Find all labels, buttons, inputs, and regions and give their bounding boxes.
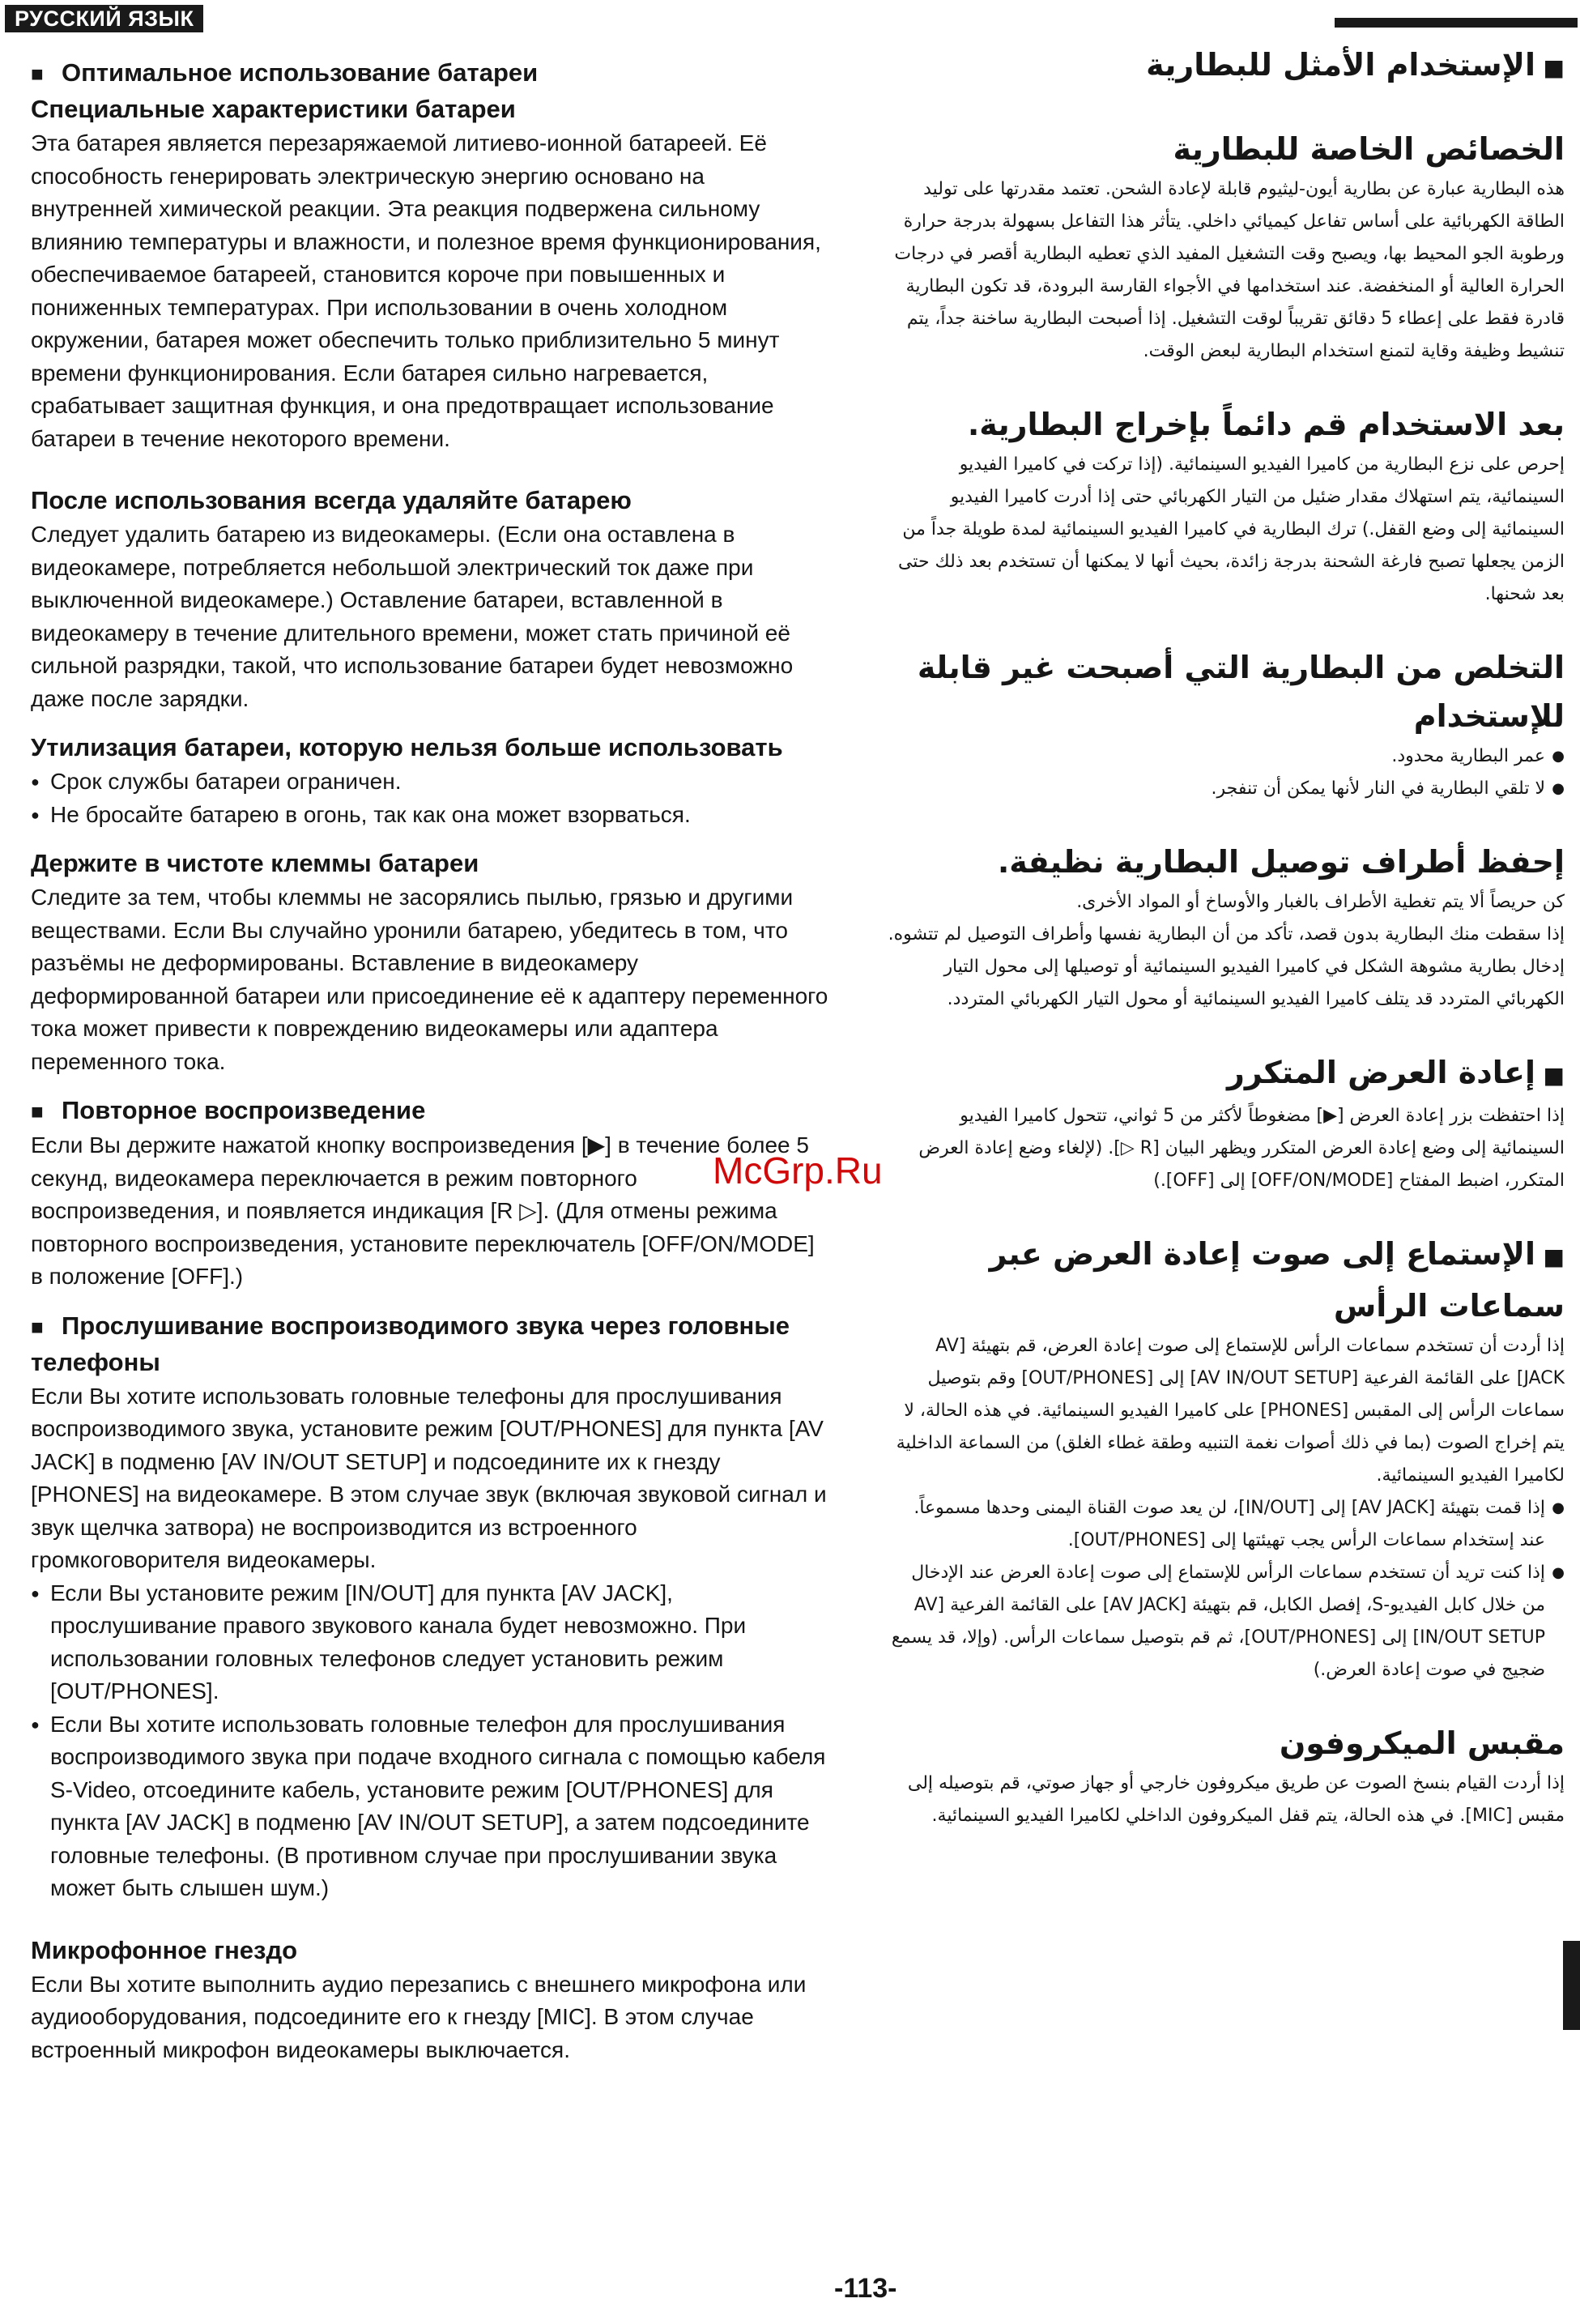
ru-disposal-heading: Утилизация батареи, которую нельзя больше использовать	[31, 733, 783, 761]
ar-section-title: ■ الإستخدام الأمثل للبطارية	[884, 41, 1565, 92]
ar-remove-body: إحرص على نزع البطارية من كاميرا الفيديو السينمائية. (إذا تركت في كاميرا الفيديو السينمائية، يتم استهلاك مقدار ضئيل من التيار الكهربائي حتى إذا أدرت كاميرا الفيديو السينمائية إلى وضع القفل.) ترك البطارية في كاميرا الفيديو السينمائية لمدة طويلة جداً من الزمن يجعلها تصبح فارغة الشحنة بدرجة زائدة، بحيث أنها لا يمكنها أن تستخدم بعد ذلك حتى بعد شحنها.	[897, 454, 1565, 604]
ru-characteristics-heading: Специальные характеристики батареи	[31, 95, 516, 123]
ru-disposal-bullet: ● Не бросайте батарею в огонь, так как она может взорваться.	[31, 799, 828, 832]
ru-remove-heading: После использования всегда удаляйте батарею	[31, 486, 632, 514]
ar-repeat-body: إذا احتفظت بزر إعادة العرض [▶] مضغوطاً لأكثر من 5 ثواني، تتحول كاميرا الفيديو السينمائية إلى وضع إعادة العرض المتكرر ويظهر البيان [R ▷]. (لإلغاء وضع إعادة العرض المتكرر، اضبط المفتاح [OFF/ON/MODE] إلى [OFF].)	[918, 1106, 1565, 1191]
ar-mic-heading: مقبس الميكروفون	[1279, 1725, 1565, 1761]
ar-mic-body: إذا أردت القيام بنسخ الصوت عن طريق ميكروفون خارجي أو جهاز صوتي، قم بتوصيله إلى مقبس [MIC]. في هذه الحالة، يتم قفل الميكروفون الداخلي لكاميرا الفيديو السينمائية.	[907, 1773, 1565, 1826]
ru-characteristics-body: Эта батарея является перезаряжаемой литиево-ионной батареей. Её способность генерировать электрическую энергию основано на внутренней химической реакции. Эта реакция подвержена сильному влиянию температуры и влажности, и полезное время функционирования, обеспечиваемое батареей, становится короче при повышенных и пониженных температурах. При использовании в очень холодном окружении, батарея может обеспечить только приблизительно 5 минут времени функционирования. Если батарея сильно нагревается, срабатывает защитная функция, и она предотвращает использование батареи в течение некоторого времени.	[31, 130, 821, 451]
ru-headphones-heading: ■ Прослушивание воспроизводимого звука через головные телефоны	[31, 1308, 828, 1380]
watermark: McGrp.Ru	[713, 1149, 883, 1192]
ar-characteristics-heading: الخصائص الخاصة للبطارية	[1173, 131, 1565, 167]
ru-disposal-bullet: ● Срок службы батареи ограничен.	[31, 765, 828, 799]
ar-disposal-bullet: ● عمر البطارية محدود.	[884, 740, 1565, 773]
ru-terminals-heading: Держите в чистоте клеммы батареи	[31, 849, 479, 877]
ru-terminals-body: Следите за тем, чтобы клеммы не засорялись пылью, грязью и другими веществами. Если Вы случайно уронили батарею, убедитесь в том, что разъёмы не деформированы. Вставление в видеокамеру деформированной батареи или присоединение её к адаптеру переменного тока может привести к повреждению видеокамеры или адаптера переменного тока.	[31, 885, 828, 1074]
top-rule	[1335, 18, 1578, 28]
language-tab: РУССКИЙ ЯЗЫК	[5, 5, 203, 32]
ar-headphones-body: إذا أردت أن تستخدم سماعات الرأس للإستماع إلى صوت إعادة العرض، قم بتهيئة [AV JACK] على القائمة الفرعية [AV IN/OUT SETUP] إلى [OUT/PHONES] وقم بتوصيل سماعات الرأس إلى المقبس [PHONES] على كاميرا الفيديو السينمائية. في هذه الحالة، لا يتم إخراج الصوت (بما في ذلك أصوات نغمة التنبيه وطقة غطاء الغلق) من السماعة الداخلية لكاميرا الفيديو السينمائية.	[896, 1336, 1565, 1486]
ru-headphones-body: Если Вы хотите использовать головные телефоны для прослушивания воспроизводимого звука, установите режим [OUT/PHONES] для пункта [AV JACK] в подменю [AV IN/OUT SETUP] и подсоедините их к гнезду [PHONES] на видеокамере. В этом случае звук (включая звуковой сигнал и звук щелчка затвора) не воспроизводится из встроенного громкоговорителя видеокамеры.	[31, 1383, 827, 1572]
ru-mic-heading: Микрофонное гнездо	[31, 1935, 298, 1964]
ru-section-title: ■ Оптимальное использование батареи	[31, 55, 828, 92]
page-number: -113-	[834, 2273, 897, 2304]
ar-repeat-heading: ■ إعادة العرض المتكرر	[884, 1048, 1565, 1100]
side-tab-marker	[1563, 1941, 1580, 2030]
russian-column	[31, 55, 828, 2066]
ar-terminals-body: إدخال بطارية مشوهة الشكل في كاميرا الفيديو السينمائية أو توصيلها إلى محول التيار الكهربائي المتردد قد يتلف كاميرا الفيديو السينمائية أو محول التيار الكهربائي المتردد.	[943, 957, 1565, 1009]
ar-remove-heading: بعد الاستخدام قم دائماً بإخراج البطارية.	[967, 407, 1565, 442]
ar-terminals-heading: إحفظ أطراف توصيل البطارية نظيفة.	[997, 844, 1565, 880]
ru-repeat-body: Если Вы держите нажатой кнопку воспроизведения [▶] в течение более 5 секунд, видеокамера переключается в режим повторного воспроизведения, и появляется индикация [R ▷]. (Для отмены режима повторного воспроизведения, установите переключатель [OFF/ON/MODE] в положение [OFF].)	[31, 1132, 815, 1289]
ru-headphones-bullet: ● Если Вы хотите использовать головные телефон для прослушивания воспроизводимого звука при подаче входного сигнала с помощью кабеля S-Video, отсоедините кабель, установите режим [OUT/PHONES] для пункта [AV JACK] в подменю [AV IN/OUT SETUP], а затем подсоедините головные телефоны. (В противном случае при прослушивании звука может быть слышен шум.)	[31, 1708, 828, 1905]
ar-terminals-body: إذا سقطت منك البطارية بدون قصد، تأكد من أن البطارية نفسها وأطراف التوصيل لم تتشوه.	[888, 924, 1565, 945]
arabic-column	[884, 41, 1565, 1832]
ru-remove-body: Следует удалить батарею из видеокамеры. (Если она оставлена в видеокамере, потребляется небольшой электрический ток даже при выключенной видеокамере.) Оставление батареи, вставленной в видеокамеру в течение длительного времени, может стать причиной её сильной разрядки, такой, что использование батареи будет невозможно даже после зарядки.	[31, 522, 794, 711]
ru-repeat-heading: ■ Повторное воспроизведение	[31, 1093, 828, 1129]
ru-headphones-bullet: ● Если Вы установите режим [IN/OUT] для пункта [AV JACK], прослушивание правого звукового канала будет невозможно. При использовании головных телефонов следует установить режим [OUT/PHONES].	[31, 1577, 828, 1708]
ar-headphones-heading: ■ الإستماع إلى صوت إعادة العرض عبر سماعات الرأس	[884, 1230, 1565, 1330]
ar-headphones-bullet: ● إذا قمت بتهيئة [AV JACK] إلى [IN/OUT]، لن يعد صوت القناة اليمنى وحدها مسموعاً. عند إستخدام سماعات الرأس يجب تهيئتها إلى [OUT/PHONES].	[884, 1492, 1565, 1557]
ru-mic-body: Если Вы хотите выполнить аудио перезапись с внешнего микрофона или аудиооборудования, подсоедините его к гнезду [MIC]. В этом случае встроенный микрофон видеокамеры выключается.	[31, 1971, 807, 2062]
ar-disposal-heading: التخلص من البطارية التي أصبحت غير قابلة للإستخدام	[917, 650, 1565, 734]
ar-headphones-bullet: ● إذا كنت تريد أن تستخدم سماعات الرأس للإستماع إلى صوت إعادة العرض عند الإدخال من خلال كابل الفيديو-S، إفصل الكابل، قم بتهيئة [AV JACK] على القائمة الفرعية [AV IN/OUT SETUP] إلى [OUT/PHONES]، ثم قم بتوصيل سماعات الرأس. (وإلا، قد يسمع ضجيج في صوت إعادة العرض.)	[884, 1557, 1565, 1686]
ar-terminals-body: كن حريصاً ألا يتم تغطية الأطراف بالغبار والأوساخ أو المواد الأخرى.	[1076, 892, 1565, 912]
ar-disposal-bullet: ● لا تلقي البطارية في النار لأنها يمكن أن تنفجر.	[884, 773, 1565, 805]
ar-characteristics-body: هذه البطارية عبارة عن بطارية أيون-ليثيوم قابلة لإعادة الشحن. تعتمد مقدرتها على توليد الطاقة الكهربائية على أساس تفاعل كيميائي داخلي. يتأثر هذا التفاعل بسهولة بدرجة حرارة ورطوبة الجو المحيط بها، ويصبح وقت التشغيل المفيد الذي تعطيه البطارية أقصر في درجات الحرارة العالية أو المنخفضة. عند استخدامها في الأجواء القارسة البرودة، قد تكون البطارية قادرة فقط على إعطاء 5 دقائق تقريباً لوقت التشغيل. إذا أصبحت البطارية ساخنة جداً، يتم تنشيط وظيفة وقاية لتمنع استخدام البطارية لبعض الوقت.	[894, 179, 1565, 361]
